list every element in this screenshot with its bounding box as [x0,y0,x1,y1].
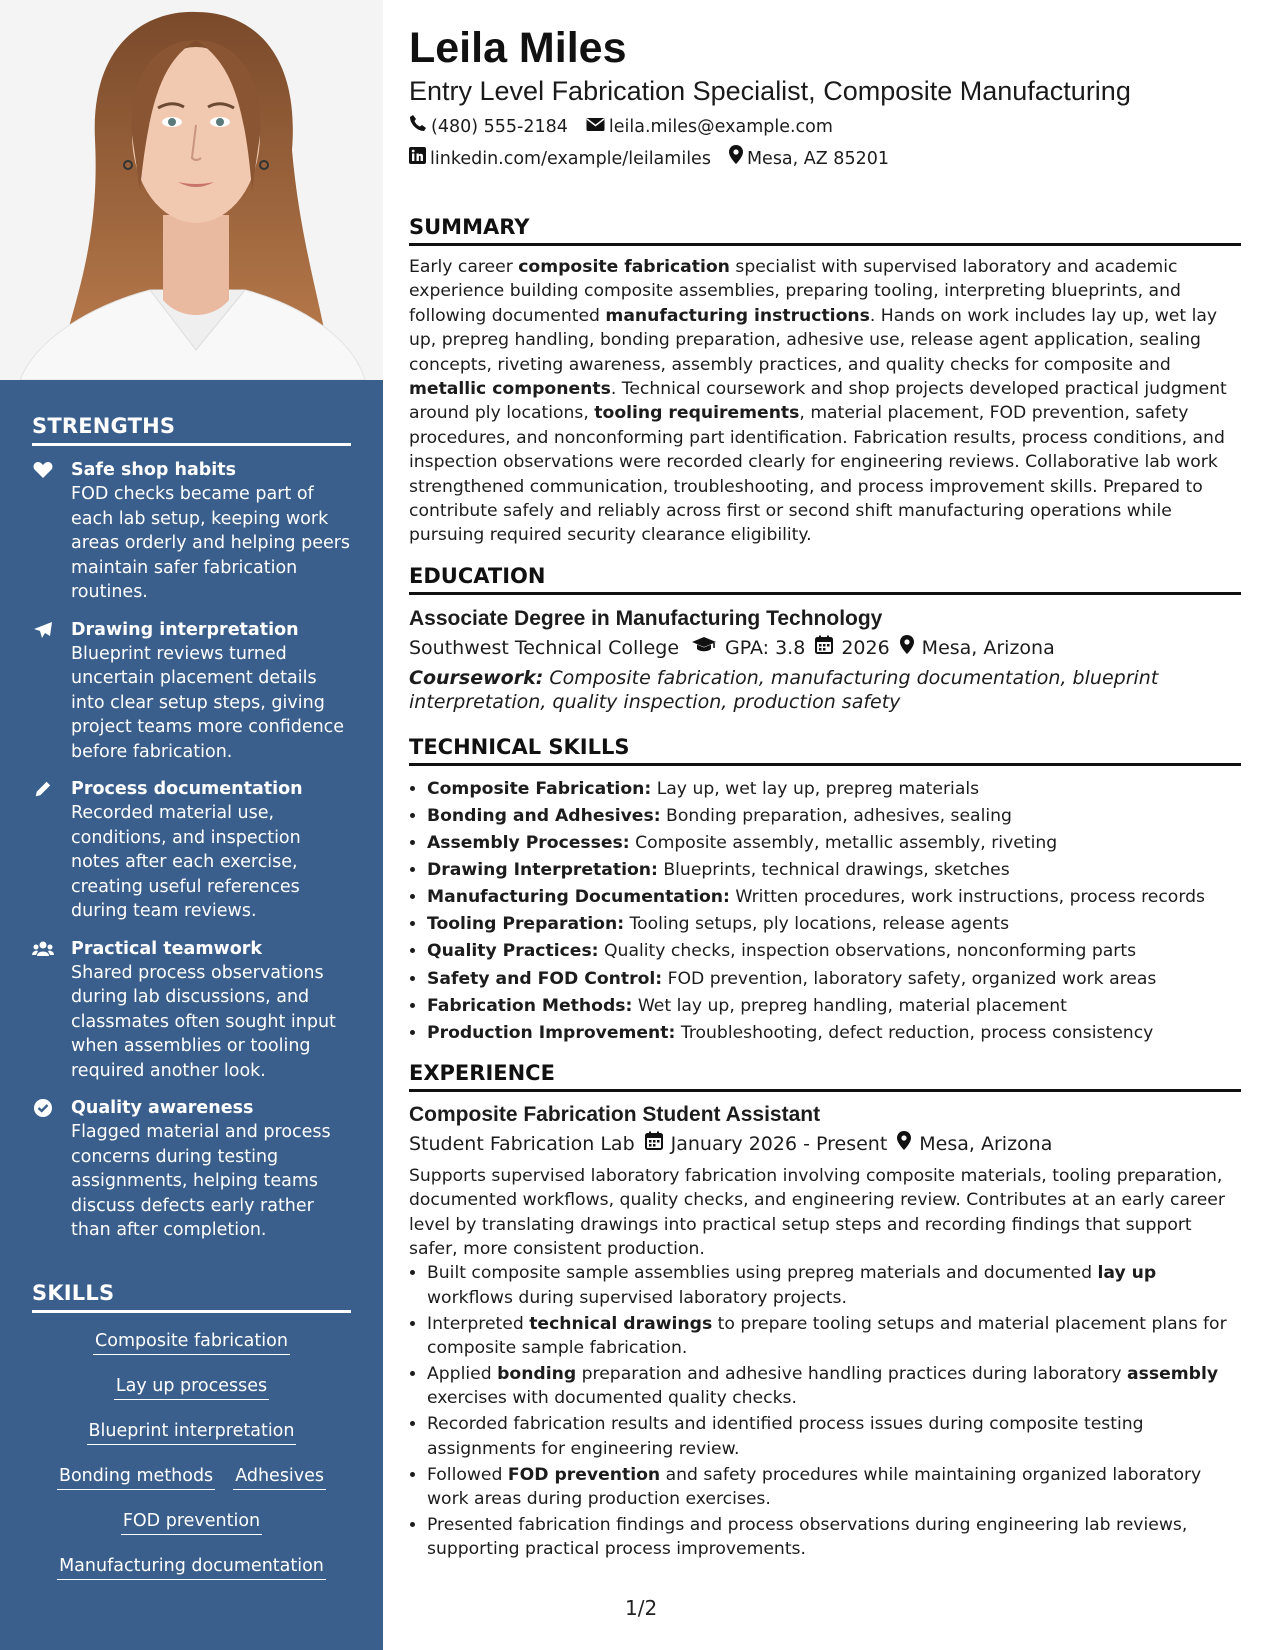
skill-tag: Composite fabrication [93,1330,290,1355]
strength-title: Practical teamwork [71,938,263,959]
list-item [427,1513,1241,1562]
skill-tag: FOD prevention [121,1510,262,1535]
school-location: Mesa, Arizona [921,636,1055,659]
job-location: Mesa, Arizona [919,1132,1053,1155]
skill-label: Assembly Processes: [427,833,630,854]
list-item [427,1362,1241,1411]
organization-name: Student Fabrication Lab [409,1132,635,1155]
strength-item [32,937,352,1084]
skill-value: FOD prevention, laboratory safety, organized work areas [662,968,1157,989]
summary-part: . Technical coursework and shop projects developed practical judgment around ply locations, [409,379,1227,424]
strength-title: Quality awareness [71,1098,254,1118]
candidate-name: Leila Miles [409,24,627,72]
strength-item [32,458,352,605]
main-content [409,22,1241,1563]
bullet-text: to prepare tooling setups and material placement plans for composite sample fabrication. [427,1313,1227,1359]
gpa-item [691,633,805,663]
list-item [427,993,1241,1020]
bullet-text: Recorded fabrication results and identified process issues during composite testing assignments for engineering review. [427,1414,1144,1459]
pencil-icon [32,779,54,799]
calendar-icon [815,633,833,663]
bullet-text: Presented fabrication findings and process observations during engineering lab reviews, supporting practical process improvements. [427,1515,1188,1560]
contact-info [409,111,1241,175]
summary-part: Early career [409,257,519,277]
strength-desc: Blueprint reviews turned uncertain placement details into clear setup steps, giving project teams more confidence before fabrication. [71,643,345,762]
map-pin-icon [900,633,914,663]
graduation-year: 2026 [841,636,890,659]
technical-skills-list [409,776,1241,1047]
job-description: Supports supervised laboratory fabrication involving composite materials, tooling preparation, documented workflows, quality checks, and engineering review. Contributes at an early career level by translating drawings into practical setup steps and recording findings that support safer, more consistent production. [409,1165,1225,1260]
school-location-item [900,633,1055,663]
list-item [427,911,1241,938]
bullet-highlight: FOD prevention [507,1464,661,1485]
skill-label: Fabrication Methods: [427,995,633,1016]
candidate-headline: Entry Level Fabrication Specialist, Composite Manufacturing [409,76,1131,106]
summary-highlight: metallic components [409,379,611,400]
skill-label: Drawing Interpretation: [427,860,658,881]
bullet-text: Built composite sample assemblies using prepreg materials and documented [427,1263,1098,1284]
bullet-text: and safety procedures while maintaining organized laboratory work areas during production exercises. [427,1464,1202,1510]
skill-label: Composite Fabrication: [427,778,652,799]
degree-title: Associate Degree in Manufacturing Technology [409,606,883,630]
phone-contact [409,111,568,143]
list-item [427,966,1241,993]
strength-item [32,618,352,765]
bullet-highlight: assembly [1127,1364,1219,1385]
strength-desc: Shared process observations during lab discussions, and classmates often sought input when assemblies or tooling required another look. [71,962,336,1081]
technical-skills-heading: TECHNICAL SKILLS [409,735,1241,766]
summary-heading: SUMMARY [409,215,1241,246]
skills-list [32,1330,351,1600]
skill-label: Bonding and Adhesives: [427,805,661,826]
skill-label: Production Improvement: [427,1022,676,1043]
strength-desc: Recorded material use, conditions, and inspection notes after each exercise, creating useful references during team reviews. [71,803,301,921]
summary-part: , material placement, FOD prevention, safety procedures, and nonconforming part identification. Fabrication results, process conditions, and inspection observations were recorded clearly for engineering reviews. Collaborative lab work strengthened communication, troubleshooting, and process improvement skills. Prepared to contribute safely and reliably across first or second shift manufacturing operations while pursuing required security clearance eligibility. [409,403,1225,546]
summary-highlight: manufacturing instructions [605,305,870,326]
strength-title: Drawing interpretation [71,619,299,640]
profile-photo [0,0,383,380]
bullet-text: Applied [427,1364,498,1385]
summary-text [409,255,1241,548]
skill-value: Composite assembly, metallic assembly, riveting [629,833,1058,854]
linkedin-text[interactable]: linkedin.com/example/leilamiles [430,149,711,169]
strength-desc: Flagged material and process concerns during testing assignments, helping teams discuss defects early rather than after completion. [71,1122,331,1240]
job-meta [409,1129,1241,1159]
coursework [409,666,1241,714]
email-text[interactable]: leila.miles@example.com [608,117,833,137]
gpa-text: GPA: 3.8 [725,636,806,659]
summary-part: specialist with supervised laboratory and academic experience building composite assemblies, preparing tooling, interpreting blueprints, and following documented [409,257,1181,326]
envelope-icon [586,111,605,143]
strength-item [32,777,352,924]
skill-tag: Bonding methods [57,1465,215,1490]
summary-highlight: composite fabrication [518,257,730,277]
map-pin-icon [729,143,743,175]
bullet-text: exercises with documented quality checks. [427,1388,797,1409]
bullet-text: preparation and adhesive handling practices during laboratory [576,1364,1128,1385]
list-item [427,884,1241,911]
bullet-highlight: lay up [1097,1263,1157,1284]
education-heading: EDUCATION [409,564,1241,595]
linkedin-icon [409,143,426,175]
bullet-text: Followed [427,1464,508,1485]
list-item [427,1020,1241,1047]
location-text: Mesa, AZ 85201 [746,149,889,169]
list-item [427,938,1241,965]
strength-item [32,1096,352,1243]
experience-heading: EXPERIENCE [409,1061,1241,1092]
skill-tag: Lay up processes [114,1375,269,1400]
skill-value: Quality checks, inspection observations, nonconforming parts [598,941,1137,962]
list-item [427,857,1241,884]
strengths-list [32,458,352,1256]
job-dates: January 2026 - Present [670,1132,888,1155]
skill-label: Manufacturing Documentation: [427,887,730,908]
skill-tag: Adhesives [233,1465,326,1490]
email-contact[interactable] [586,111,833,143]
skill-label: Tooling Preparation: [427,914,625,935]
strength-title: Safe shop habits [71,460,237,480]
users-icon [32,939,54,959]
phone-text: (480) 555-2184 [431,117,568,137]
list-item [427,803,1241,830]
skill-value: Written procedures, work instructions, process records [729,887,1205,908]
strength-title: Process documentation [71,779,303,799]
list-item [427,1312,1241,1361]
skill-tag: Blueprint interpretation [87,1420,297,1445]
skill-label: Safety and FOD Control: [427,968,663,989]
map-pin-icon [897,1129,911,1159]
skill-tag: Manufacturing documentation [57,1555,326,1580]
graduation-cap-icon [691,633,717,663]
list-item [427,830,1241,857]
skill-value: Blueprints, technical drawings, sketches [657,860,1010,881]
bullet-highlight: bonding [497,1364,577,1385]
strength-desc: FOD checks became part of each lab setup, keeping work areas orderly and helping peers maintain safer fabrication routines. [71,484,351,602]
strengths-heading: STRENGTHS [32,414,351,446]
summary-highlight: tooling requirements [594,403,800,424]
skill-value: Wet lay up, prepreg handling, material placement [632,995,1067,1016]
job-title: Composite Fabrication Student Assistant [409,1102,821,1126]
linkedin-contact[interactable] [409,143,711,175]
skill-value: Lay up, wet lay up, prepreg materials [651,778,980,799]
check-circle-icon [32,1098,54,1118]
list-item [427,1463,1241,1512]
skill-value: Troubleshooting, defect reduction, process consistency [675,1022,1154,1043]
bullet-text: Interpreted [427,1313,530,1334]
skills-heading: SKILLS [32,1281,351,1313]
job-dates-item [645,1129,888,1159]
bullet-text: workflows during supervised laboratory projects. [427,1287,847,1308]
education-meta [409,633,1241,663]
list-item [427,1412,1241,1461]
job-bullets [409,1261,1241,1561]
calendar-icon [645,1129,663,1159]
coursework-text: Composite fabrication, manufacturing documentation, blueprint interpretation, quality inspection, production safety [409,666,1159,713]
list-item [427,1261,1241,1310]
heart-icon [32,460,54,480]
job-location-item [897,1129,1052,1159]
paper-plane-icon [32,620,54,640]
list-item [427,776,1241,803]
school-name: Southwest Technical College [409,636,680,659]
bullet-highlight: technical drawings [529,1313,713,1334]
skill-value: Tooling setups, ply locations, release agents [624,914,1010,935]
location-contact [729,143,889,175]
skill-value: Bonding preparation, adhesives, sealing [660,805,1012,826]
summary-part: . Hands on work includes lay up, wet lay up, prepreg handling, bonding preparation, adhesive use, release agent application, sealing concepts, riveting awareness, assembly practices, and quality checks for composite and [409,305,1218,375]
coursework-label: Coursework: [409,666,544,689]
phone-icon [409,111,427,143]
skill-label: Quality Practices: [427,941,599,962]
sidebar [0,0,383,1650]
page-number: 1/2 [625,1596,658,1620]
year-item [815,633,889,663]
